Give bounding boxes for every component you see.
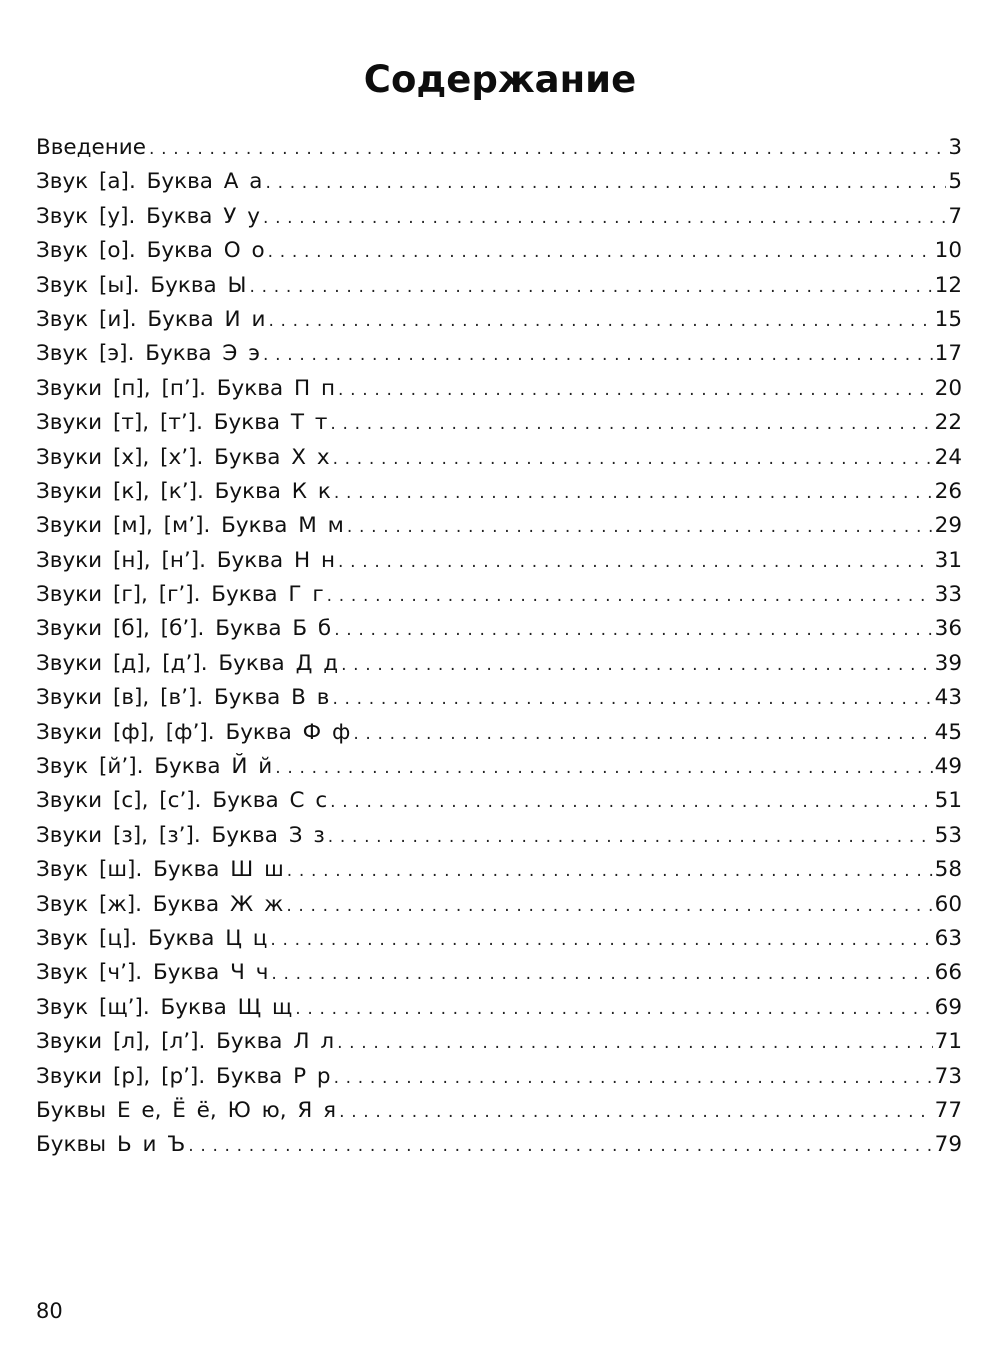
toc-entry-page: 5: [948, 169, 962, 195]
toc-entry-label: Буквы Ь и Ъ: [36, 1132, 186, 1158]
toc-entry-page: 79: [934, 1132, 962, 1158]
toc-dot-leader: [339, 1095, 933, 1129]
toc-dot-leader: [327, 579, 933, 613]
toc-entry-page: 36: [934, 616, 962, 642]
toc-entry-page: 60: [934, 891, 962, 917]
toc-entry-page: 43: [934, 685, 962, 711]
toc-entry-label: Звук [й’]. Буква Й й: [36, 754, 273, 780]
toc-entry-page: 66: [934, 960, 962, 986]
toc-entry: [36, 578, 962, 612]
toc-entry-label: Звук [а]. Буква А а: [36, 169, 263, 195]
toc-dot-leader: [263, 338, 933, 372]
toc-entry-label: Звук [ы]. Буква Ы: [36, 272, 247, 298]
toc-entry-label: Звук [щ’]. Буква Щ щ: [36, 994, 293, 1020]
toc-entry-label: Звук [э]. Буква Э э: [36, 341, 261, 367]
toc-entry-page: 69: [934, 994, 962, 1020]
page-title: Содержание: [363, 58, 637, 101]
toc-entry-page: 26: [934, 478, 962, 504]
toc-entry: [36, 544, 962, 578]
toc-entry-page: 24: [934, 444, 962, 470]
toc-entry-page: 45: [934, 719, 962, 745]
toc-entry-page: 20: [934, 375, 962, 401]
toc-entry: [36, 991, 962, 1025]
toc-entry-page: 12: [934, 272, 962, 298]
toc-entry: [36, 922, 962, 956]
toc-entry: [36, 303, 962, 337]
page-number: 80: [36, 1299, 63, 1323]
toc-dot-leader: [287, 854, 933, 888]
toc-entry: [36, 269, 962, 303]
toc-entry: [36, 200, 962, 234]
toc-dot-leader: [275, 751, 932, 785]
toc-dot-leader: [271, 957, 932, 991]
toc-entry: [36, 750, 962, 784]
toc-dot-leader: [265, 166, 946, 200]
toc-entry-page: 10: [934, 238, 962, 264]
toc-entry: [36, 647, 962, 681]
toc-entry-label: Звук [ч’]. Буква Ч ч: [36, 960, 269, 986]
toc-entry-label: Введение: [36, 135, 146, 160]
toc-entry-page: 49: [934, 754, 962, 780]
toc-entry: [36, 853, 962, 887]
toc-dot-leader: [330, 785, 932, 819]
toc-dot-leader: [270, 923, 932, 957]
toc-entry-label: Звуки [ф], [ф’]. Буква Ф ф: [36, 719, 351, 745]
toc-dot-leader: [332, 682, 932, 716]
toc-entry-label: Звуки [л], [л’]. Буква Л л: [36, 1029, 335, 1055]
toc-entry: [36, 337, 962, 371]
toc-entry-label: Звуки [б], [б’]. Буква Б б: [36, 616, 332, 642]
toc-entry-page: 58: [934, 857, 962, 883]
toc-entry-label: Звуки [д], [д’]. Буква Д д: [36, 650, 339, 676]
toc-dot-leader: [286, 889, 932, 923]
table-of-contents: [36, 131, 962, 1163]
toc-entry: [36, 372, 962, 406]
toc-dot-leader: [333, 442, 933, 476]
toc-entry-page: 63: [934, 925, 962, 951]
toc-dot-leader: [149, 132, 946, 166]
toc-dot-leader: [347, 510, 933, 544]
toc-dot-leader: [334, 476, 933, 510]
toc-entry-page: 53: [934, 822, 962, 848]
toc-entry: [36, 234, 962, 268]
toc-entry-label: Звук [о]. Буква О о: [36, 238, 265, 264]
toc-dot-leader: [341, 648, 933, 682]
toc-entry-page: 17: [934, 341, 962, 367]
toc-entry-page: 7: [948, 203, 962, 229]
toc-entry-label: Звук [ш]. Буква Ш ш: [36, 857, 284, 883]
toc-entry: [36, 956, 962, 990]
toc-entry: [36, 406, 962, 440]
toc-entry: [36, 784, 962, 818]
toc-entry-page: 71: [934, 1029, 962, 1055]
toc-entry-label: Звук [ж]. Буква Ж ж: [36, 891, 284, 917]
toc-entry-page: 3: [948, 135, 962, 160]
toc-entry-label: Звуки [к], [к’]. Буква К к: [36, 478, 331, 504]
toc-entry-label: Звуки [х], [х’]. Буква Х х: [36, 444, 330, 470]
toc-entry-page: 31: [934, 547, 962, 573]
toc-entry-page: 39: [934, 650, 962, 676]
toc-entry: [36, 509, 962, 543]
toc-entry-label: Звуки [г], [г’]. Буква Г г: [36, 582, 324, 608]
toc-dot-leader: [250, 270, 933, 304]
toc-entry-page: 51: [934, 788, 962, 814]
toc-entry-label: Звук [ц]. Буква Ц ц: [36, 925, 268, 951]
toc-dot-leader: [268, 235, 933, 269]
toc-entry-page: 77: [934, 1097, 962, 1123]
toc-entry-page: 33: [934, 582, 962, 608]
toc-entry: [36, 716, 962, 750]
toc-entry-label: Звуки [н], [н’]. Буква Н н: [36, 547, 336, 573]
toc-dot-leader: [268, 304, 932, 338]
toc-entry-label: Звуки [п], [п’]. Буква П п: [36, 375, 336, 401]
toc-dot-leader: [295, 992, 932, 1026]
toc-entry-label: Звуки [в], [в’]. Буква В в: [36, 685, 330, 711]
toc-dot-leader: [330, 407, 932, 441]
toc-dot-leader: [353, 717, 932, 751]
toc-entry: [36, 681, 962, 715]
toc-entry-page: 22: [934, 410, 962, 436]
toc-entry: [36, 475, 962, 509]
toc-entry-page: 15: [934, 306, 962, 332]
toc-entry-label: Звуки [т], [т’]. Буква Т т: [36, 410, 328, 436]
toc-entry-page: 29: [934, 513, 962, 539]
toc-entry-label: Звуки [з], [з’]. Буква З з: [36, 822, 325, 848]
toc-entry: [36, 1060, 962, 1094]
toc-entry-label: Звук [и]. Буква И и: [36, 306, 266, 332]
toc-dot-leader: [334, 1061, 933, 1095]
toc-entry: [36, 441, 962, 475]
toc-entry: [36, 819, 962, 853]
toc-dot-leader: [338, 373, 933, 407]
toc-entry: [36, 888, 962, 922]
toc-entry-label: Буквы Е е, Ё ё, Ю ю, Я я: [36, 1097, 337, 1123]
toc-entry: [36, 1094, 962, 1128]
toc-dot-leader: [188, 1129, 932, 1163]
toc-dot-leader: [337, 1026, 933, 1060]
toc-entry: [36, 1128, 962, 1162]
toc-entry: [36, 612, 962, 646]
toc-entry-label: Звук [у]. Буква У у: [36, 203, 260, 229]
toc-entry-page: 73: [934, 1063, 962, 1089]
toc-dot-leader: [263, 201, 946, 235]
toc-entry-label: Звуки [м], [м’]. Буква М м: [36, 513, 344, 539]
toc-entry: [36, 131, 962, 165]
toc-dot-leader: [334, 613, 932, 647]
toc-entry-label: Звуки [с], [с’]. Буква С с: [36, 788, 328, 814]
toc-entry: [36, 165, 962, 199]
toc-entry-label: Звуки [р], [р’]. Буква Р р: [36, 1063, 331, 1089]
toc-dot-leader: [328, 820, 933, 854]
toc-dot-leader: [338, 545, 933, 579]
toc-entry: [36, 1025, 962, 1059]
